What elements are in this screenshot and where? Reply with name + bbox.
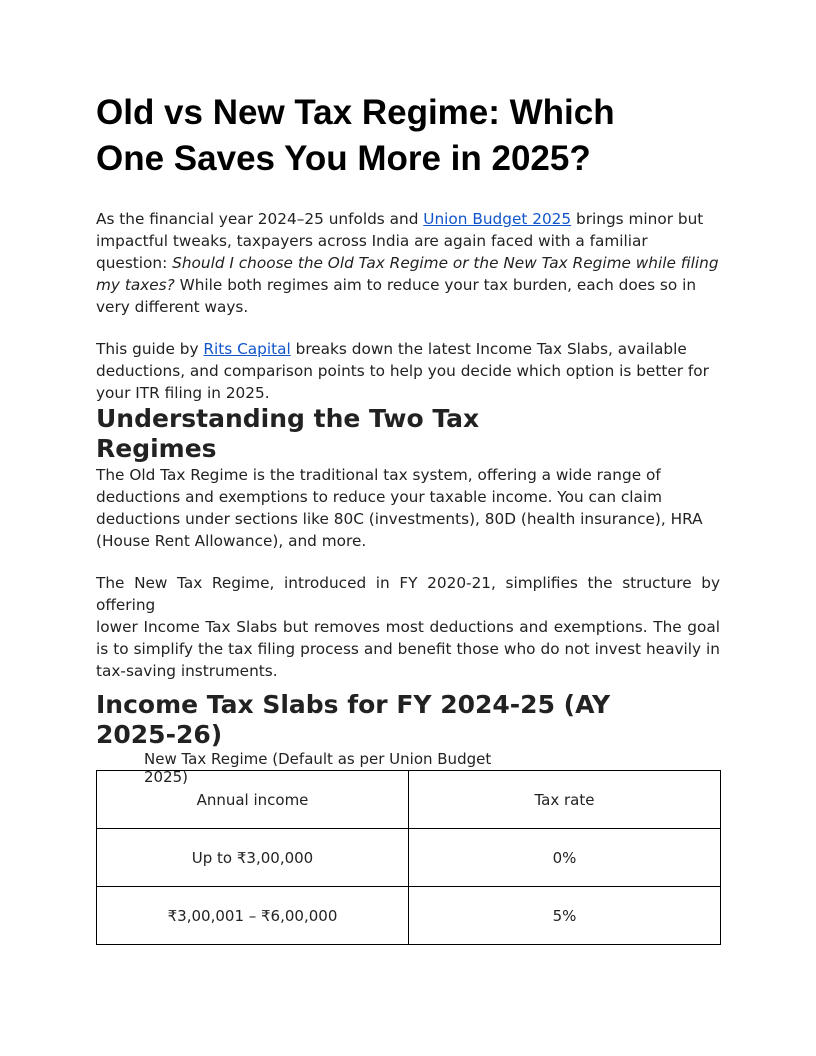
intro-text-end: While both regimes aim to reduce your tax burden, each does so in very different ways. [96, 276, 697, 316]
intro-text-start: As the financial year 2024–25 unfolds and [96, 210, 424, 228]
guide-text-start: This guide by [96, 340, 204, 358]
header-tax-rate: Tax rate [409, 771, 721, 829]
income-cell: ₹3,00,001 – ₹6,00,000 [97, 887, 409, 945]
rate-cell: 5% [409, 887, 721, 945]
table-row [97, 887, 721, 945]
rits-capital-link[interactable]: Rits Capital [203, 340, 291, 358]
table-row [97, 829, 721, 887]
table-header-row [97, 771, 721, 829]
intro-paragraph-2 [96, 338, 720, 404]
new-regime-first-line: The New Tax Regime, introduced in FY 2020-21, simplifies the structure by offering [96, 574, 720, 614]
intro-paragraph-1 [96, 208, 720, 318]
intro-question: Should I choose the Old Tax Regime or the New Tax Regime while filing my taxes? [96, 254, 719, 294]
income-cell: Up to ₹3,00,000 [97, 829, 409, 887]
new-regime-rest: lower Income Tax Slabs but removes most deductions and exemptions. The goal is to simplify the tax filing process and benefit those who do not invest heavily in tax-saving instruments. [96, 618, 720, 680]
document-page [96, 90, 720, 945]
guide-text-end: breaks down the latest Income Tax Slabs, available deductions, and comparison points to help you decide which option is better for your ITR filing in 2025. [96, 340, 709, 402]
header-annual-income: Annual income [97, 771, 409, 829]
intro-text-middle: brings minor but impactful tweaks, taxpayers across India are again faced with a familiar question: [96, 210, 704, 272]
section-heading-regimes: Understanding the Two Tax Regimes [96, 404, 480, 463]
table-caption: New Tax Regime (Default as per Union Budget 2025) [144, 750, 492, 786]
tax-slab-table [96, 770, 721, 945]
old-regime-paragraph: The Old Tax Regime is the traditional tax system, offering a wide range of deductions and exemptions to reduce your taxable income. You can claim deductions under sections like 80C (investments), 80D (health insurance), HRA (House Rent Allowance), and more. [96, 466, 703, 550]
article-title: Old vs New Tax Regime: Which One Saves You More in 2025? [96, 93, 615, 178]
rate-cell: 0% [409, 829, 721, 887]
union-budget-link[interactable]: Union Budget 2025 [423, 210, 572, 228]
new-regime-paragraph [96, 572, 720, 682]
section-heading-slabs: Income Tax Slabs for FY 2024-25 (AY 2025-26) [96, 690, 611, 749]
